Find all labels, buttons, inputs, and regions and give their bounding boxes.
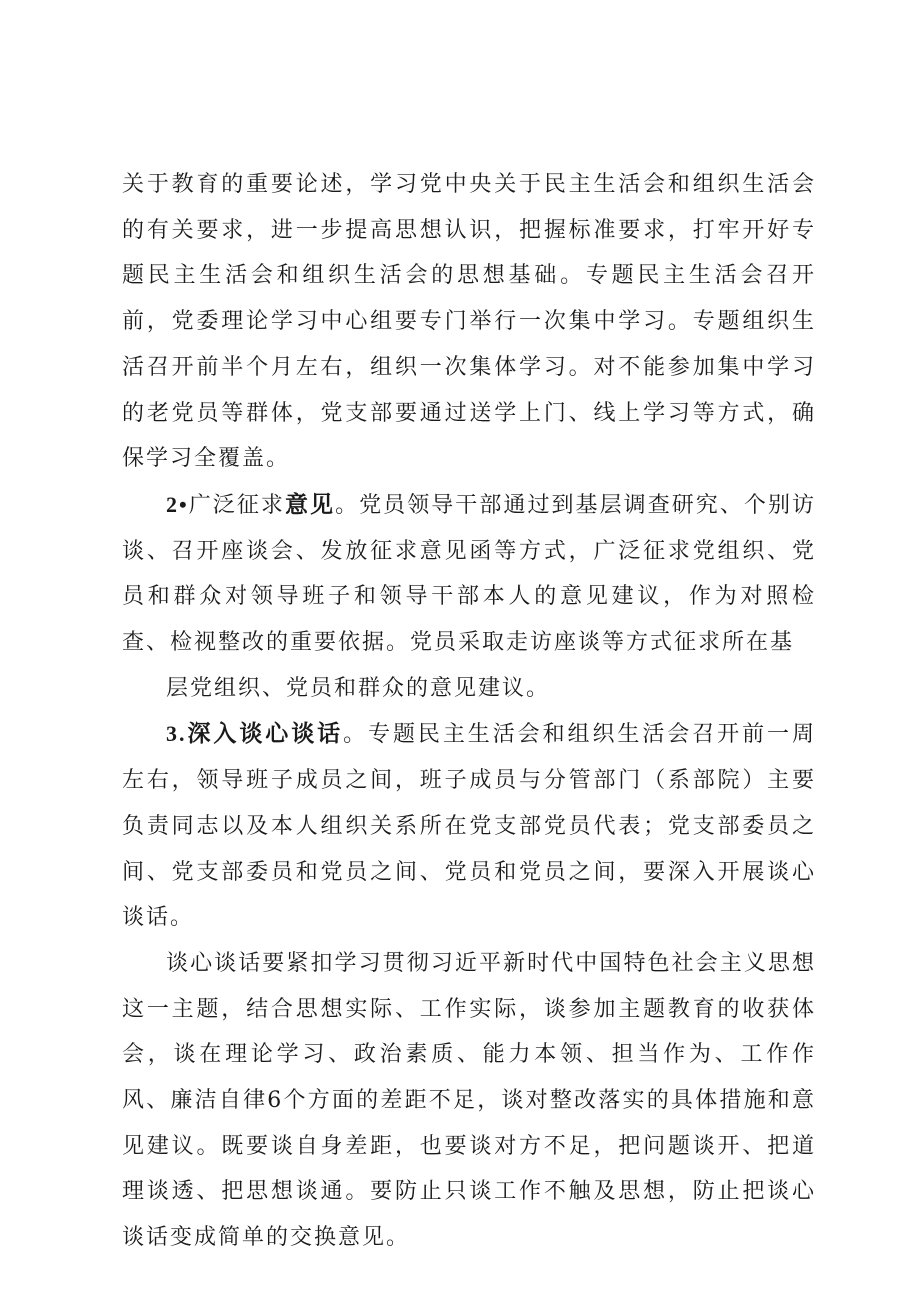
paragraph-text: 谈心谈话要紧扣学习贯彻习近平新时代中国特色社会主义思想这一主题，结合思想实际、工作实际，谈参加主题教育的收获体会，谈在理论学习、政治素质、能力本领、担当作为、工作作风、廉洁自律6个方面的差距不足，谈对整改落实的具体措施和意见建议。既要谈自身差距，也要谈对方不足，把问题谈开、把道理谈透、把思想谈通。要防止只谈工作不触及思想，防止把谈心谈话变成简单的交换意见。 [122, 950, 816, 1251]
paragraph-text: 层党组织、党员和群众的意见建议。 [166, 675, 551, 701]
paragraph-talk-requirements [122, 941, 816, 1261]
section-title-prefix: 广泛征求 [188, 492, 285, 518]
section-title-bold: 意见 [284, 491, 336, 518]
section-number: 3. [166, 721, 187, 747]
section-number: 2• [166, 491, 189, 517]
paragraph-text: 。党员领导干部通过到基层调查研究、个别访谈、召开座谈会、发放征求意见函等方式，广泛征求党组织、党员和群众对领导班子和领导干部本人的意见建议，作为对照检查、检视整改的重要依据。党员采取走访座谈等方式征求所在基 [122, 492, 816, 656]
paragraph-heart-to-heart [122, 711, 816, 941]
document-body [122, 162, 816, 1261]
paragraph-solicit-opinions [122, 482, 816, 666]
paragraph-text: 。专题民主生活会和组织生活会召开前一周左右，领导班子成员之间，班子成员与分管部门（系部院）主要负责同志以及本人组织关系所在党支部党员代表；党支部委员之间、党支部委员和党员之间、党员和党员之间，要深入开展谈心谈话。 [122, 722, 816, 931]
paragraph-solicit-continuation [122, 666, 816, 712]
section-title: 深入谈心谈话 [186, 721, 344, 748]
paragraph-text: 关于教育的重要论述，学习党中央关于民主生活会和组织生活会的有关要求，进一步提高思想认识，把握标准要求，打牢开好专题民主生活会和组织生活会的思想基础。专题民主生活会召开前，党委理论学习中心组要专门举行一次集中学习。专题组织生活召开前半个月左右，组织一次集体学习。对不能参加集中学习的老党员等群体，党支部要通过送学上门、线上学习等方式，确保学习全覆盖。 [122, 172, 816, 472]
paragraph-study-continuation [122, 162, 816, 482]
